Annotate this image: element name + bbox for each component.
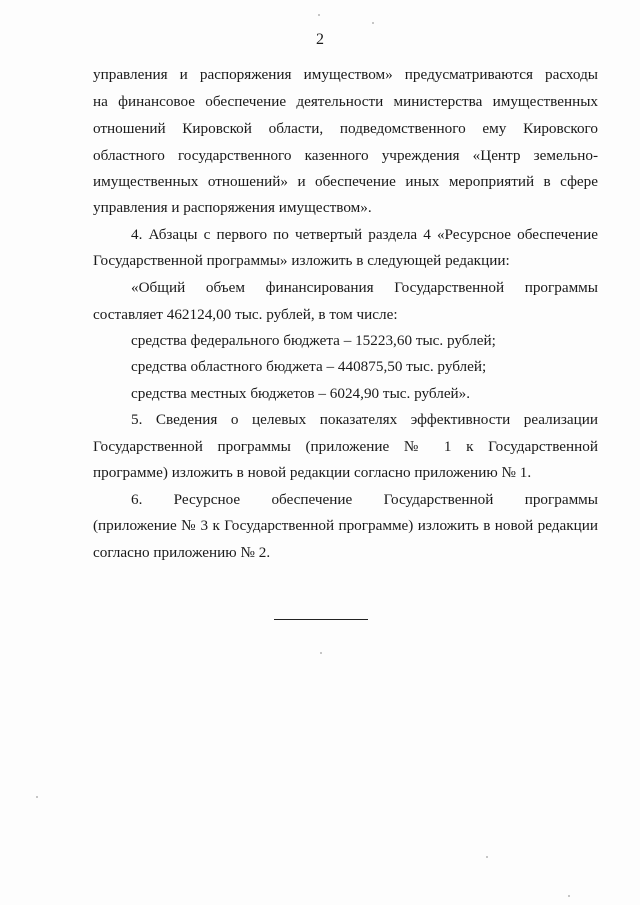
text-line: программе) изложить в новой редакции согласно приложению № 1.: [93, 464, 532, 481]
text-line: средства федерального бюджета – 15223,60 тыс. рублей;: [131, 332, 496, 349]
text-line: 6. Ресурсное обеспечение Государственной программы: [131, 491, 598, 508]
text-line: «Общий объем финансирования Государственной программы: [131, 279, 598, 296]
text-line: средства областного бюджета – 440875,50 тыс. рублей;: [131, 358, 487, 375]
scan-speck: [372, 22, 374, 24]
scan-speck: [36, 796, 38, 798]
scan-speck: [318, 14, 320, 16]
text-line: составляет 462124,00 тыс. рублей, в том числе:: [93, 306, 398, 323]
text-line: (приложение № 3 к Государственной программе) изложить в новой редакции: [93, 517, 598, 534]
scan-speck: [568, 895, 570, 897]
text-line: Государственной программы» изложить в следующей редакции:: [93, 252, 510, 269]
scan-speck: [320, 652, 322, 654]
text-line: отношений Кировской области, подведомственного ему Кировского: [93, 120, 598, 137]
text-line: согласно приложению № 2.: [93, 544, 271, 561]
text-line: на финансовое обеспечение деятельности министерства имущественных: [93, 93, 598, 110]
page-number: 2: [316, 31, 324, 48]
end-of-text-rule: [274, 619, 368, 620]
text-line: Государственной программы (приложение № 1 к Государственной: [93, 438, 598, 455]
scan-speck: [486, 856, 488, 858]
text-line: областного государственного казенного учреждения «Центр земельно-: [93, 147, 598, 164]
text-line: 5. Сведения о целевых показателях эффективности реализации: [131, 411, 598, 428]
text-line: управления и распоряжения имуществом» предусматриваются расходы: [93, 66, 598, 83]
text-line: 4. Абзацы с первого по четвертый раздела 4 «Ресурсное обеспечение: [131, 226, 598, 243]
text-line: средства местных бюджетов – 6024,90 тыс. рублей».: [131, 385, 471, 402]
text-line: управления и распоряжения имуществом».: [93, 199, 372, 216]
text-line: имущественных отношений» и обеспечение иных мероприятий в сфере: [93, 173, 598, 190]
